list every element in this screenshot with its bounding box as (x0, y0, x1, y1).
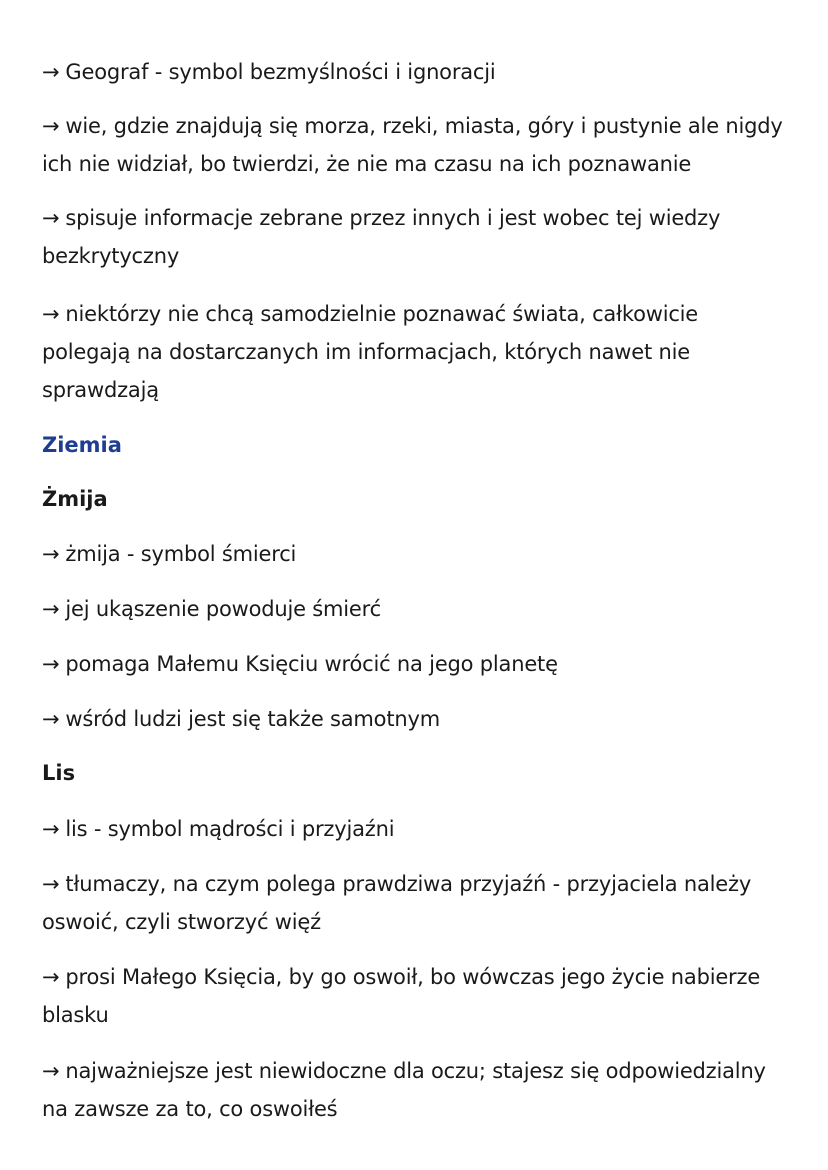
arrow-icon: → (42, 872, 60, 896)
arrow-icon: → (42, 60, 60, 84)
list-item-text: pomaga Małemu Księciu wrócić na jego planetę (65, 652, 558, 676)
list-item-text: wie, gdzie znajdują się morza, rzeki, miasta, góry i pustynie ale nigdy ich nie widział, bo twierdzi, że nie ma czasu na ich poznawanie (42, 114, 783, 176)
list-item-text: spisuje informacje zebrane przez innych i jest wobec tej wiedzy bezkrytyczny (42, 206, 721, 268)
list-item (42, 700, 792, 738)
arrow-icon: → (42, 114, 60, 138)
list-item-text: żmija - symbol śmierci (65, 542, 297, 566)
list-item (42, 645, 792, 683)
arrow-icon: → (42, 652, 60, 676)
list-item-text: tłumaczy, na czym polega prawdziwa przyjaźń - przyjaciela należy oswoić, czyli stworzyć więź (42, 872, 752, 934)
list-item (42, 1052, 792, 1128)
arrow-icon: → (42, 302, 60, 326)
list-item (42, 295, 792, 409)
subsection-heading: Lis (42, 761, 76, 785)
list-item (42, 590, 792, 628)
arrow-icon: → (42, 707, 60, 731)
list-item (42, 107, 792, 183)
list-item (42, 810, 792, 848)
arrow-icon: → (42, 817, 60, 841)
list-item (42, 53, 792, 91)
list-item-text: jej ukąszenie powoduje śmierć (65, 597, 381, 621)
arrow-icon: → (42, 1059, 60, 1083)
arrow-icon: → (42, 597, 60, 621)
arrow-icon: → (42, 206, 60, 230)
list-item-text: Geograf - symbol bezmyślności i ignoracji (65, 60, 496, 84)
list-item-text: najważniejsze jest niewidoczne dla oczu; stajesz się odpowiedzialny na zawsze za to, co oswoiłeś (42, 1059, 766, 1121)
list-item (42, 958, 792, 1034)
section-heading: Ziemia (42, 433, 122, 457)
arrow-icon: → (42, 965, 60, 989)
list-item (42, 199, 792, 275)
list-item-text: niektórzy nie chcą samodzielnie poznawać świata, całkowicie polegają na dostarczanych im informacjach, których nawet nie sprawdzają (42, 302, 699, 402)
arrow-icon: → (42, 542, 60, 566)
list-item-text: wśród ludzi jest się także samotnym (65, 707, 440, 731)
list-item-text: lis - symbol mądrości i przyjaźni (65, 817, 395, 841)
list-item (42, 865, 792, 941)
subsection-heading: Żmija (42, 487, 108, 511)
list-item-text: prosi Małego Księcia, by go oswoił, bo wówczas jego życie nabierze blasku (42, 965, 761, 1027)
list-item (42, 535, 792, 573)
